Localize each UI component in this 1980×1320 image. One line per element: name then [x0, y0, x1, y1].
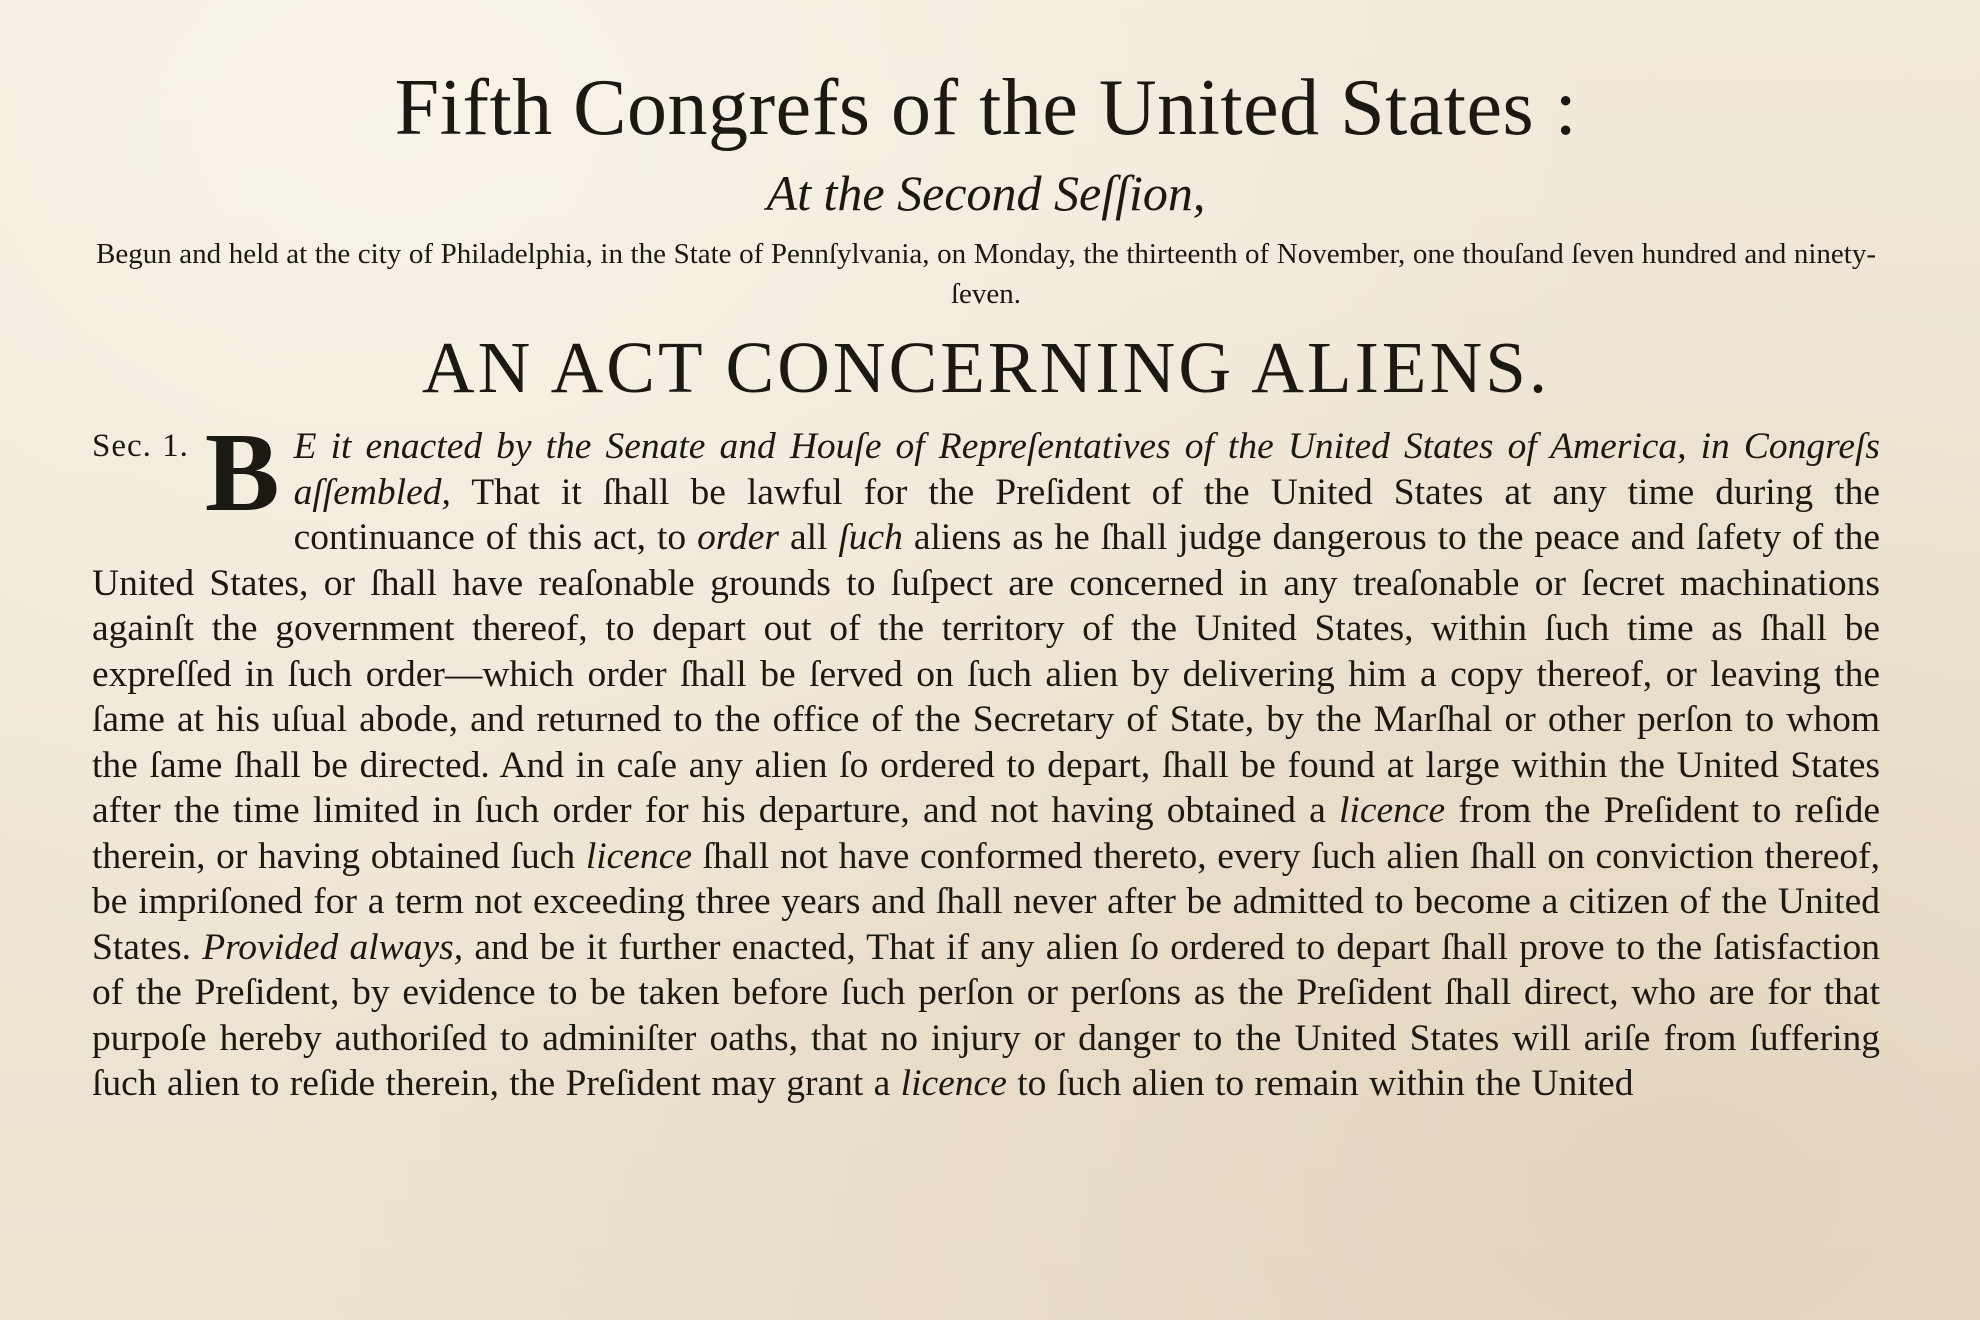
act-title: AN ACT CONCERNING ALIENS. — [421, 327, 1551, 408]
body-text-part: That it ſhall be lawful for the Preſident of the United States at any time during the continuance of this act, to — [293, 471, 1880, 558]
italic-word: order — [697, 517, 780, 558]
italic-word: licence — [1339, 790, 1446, 831]
section-1-text — [92, 411, 1881, 1107]
drop-cap: B — [204, 411, 280, 535]
body-text-part: and be it further enacted, That if any alien ſo ordered to depart ſhall prove to the ſatisfaction of the Preſident, by evidence to be taken before ſuch perſon or perſons as the Preſident ſhall direct, who are for that purpoſe hereby authoriſed to adminiſter oaths, that no injury or danger to the United States will ariſe from ſuffering ſuch alien to reſide therein, the Preſident may grant a — [92, 926, 1881, 1104]
enacting-clause: E it enacted by the Senate and Houſe of Repreſentatives of the United States of America, in Congreſs aſſembled, — [293, 426, 1880, 513]
body-text-part: ſhall not have conformed thereto, every ſuch alien ſhall on conviction thereof, be impriſoned for a term not exceeding three years and ſhall never after be admitted to become a citizen of the United States. — [92, 835, 1881, 968]
document-title: Fifth Congrefs of the United States : — [394, 64, 1578, 152]
section-label: Sec. 1. — [92, 428, 189, 464]
body-text-part: from the Preſident to reſide therein, or having obtained ſuch — [92, 790, 1880, 877]
italic-word: licence — [585, 835, 692, 877]
session-heading: At the Second Seſſion, — [766, 165, 1206, 221]
italic-word: licence — [900, 1063, 1007, 1104]
body-text-part: aliens as he ſhall judge dangerous to the peace and ſafety of the United States, or ſhall have reaſonable grounds to ſuſpect are concerned in any treaſonable or ſecret machinations againſt the government thereof, to depart out of the territory of the United States, within ſuch time as ſhall be expreſſed in ſuch order—which order ſhall be ſerved on ſuch alien by delivering him a copy thereof, or leaving the ſame at his uſual abode, and returned to the office of the Secretary of State, by the Marſhal or other perſon to whom the ſame ſhall be directed. And in caſe any alien ſo ordered to depart, ſhall be found at large within the United States after the time limited in ſuch order for his departure, and not having obtained a — [92, 517, 1880, 831]
proviso-phrase: Provided always, — [202, 926, 464, 968]
body-text-part: to ſuch alien to remain within the United — [1006, 1063, 1634, 1104]
session-preamble: Begun and held at the city of Philadelphia, in the State of Pennſylvania, on Monday, the thirteenth of November, one thouſand ſeven hundred and ninety-ſeven. — [96, 238, 1876, 310]
body-text-part: all — [779, 517, 839, 558]
italic-word: ſuch — [838, 517, 903, 558]
